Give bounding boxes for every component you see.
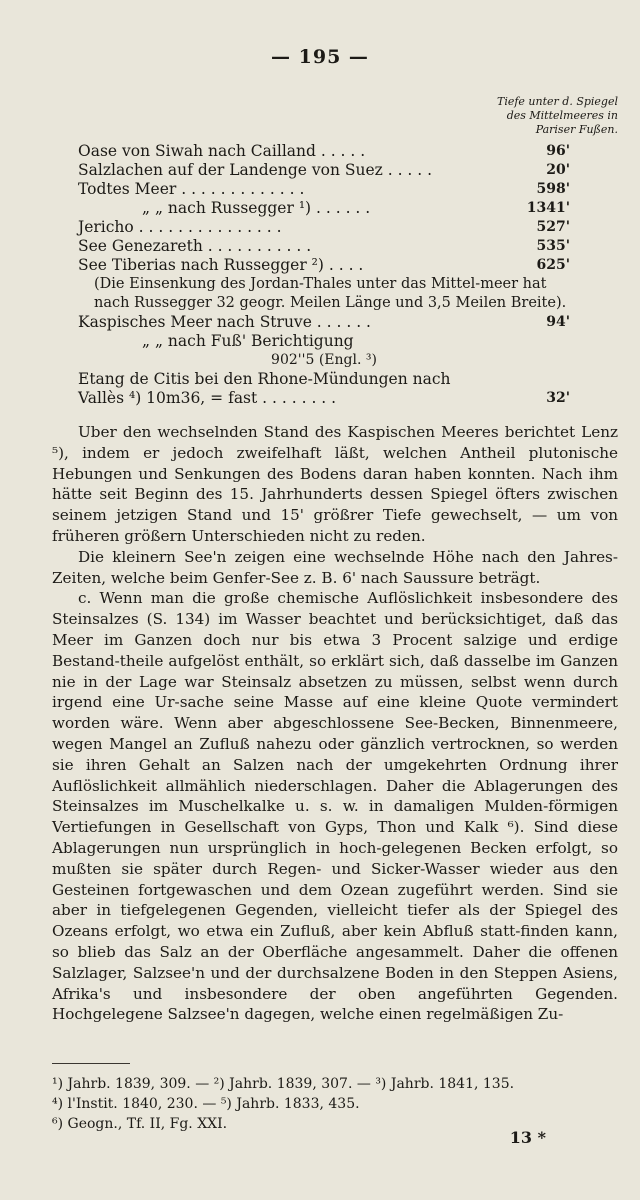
place-name: Etang de Citis bei den Rhone-Mündungen nach	[78, 370, 451, 388]
column-header-line: Tiefe unter d. Spiegel	[496, 95, 618, 108]
footnote-line: ⁴) l'Instit. 1840, 230. — ⁵) Jahrb. 1833, 435.	[52, 1096, 360, 1112]
table-row	[78, 142, 570, 161]
place-name: See Tiberias nach Russegger ²) . . . .	[78, 256, 364, 274]
depth-value: 527'	[536, 219, 570, 235]
table-row	[78, 199, 570, 218]
place-name: „ „ nach Russegger ¹) . . . . . .	[142, 199, 371, 217]
place-name: Todtes Meer . . . . . . . . . . . . .	[78, 180, 305, 198]
place-name: Vallès ⁴) 10m36, = fast . . . . . . . .	[78, 389, 337, 407]
place-name: Salzlachen auf der Landenge von Suez . . . . .	[78, 161, 433, 179]
place-name: „ „ nach Fuß' Berichtigung	[142, 332, 354, 350]
table-row	[78, 256, 570, 275]
table-row	[78, 218, 570, 237]
table-row	[78, 161, 570, 180]
elevation-table	[78, 142, 570, 408]
footnote-line: ¹) Jahrb. 1839, 309. — ²) Jahrb. 1839, 307. — ³) Jahrb. 1841, 135.	[52, 1076, 515, 1092]
printer-signature: 13 *	[509, 1128, 546, 1147]
depth-value: 94'	[546, 314, 570, 330]
column-header-line: des Mittelmeeres in	[506, 109, 618, 122]
body-text	[52, 422, 618, 1025]
paragraph: Die kleinern See'n zeigen eine wechselnde Höhe nach den Jahres-Zeiten, welche beim Genfer-See z. B. 6' nach Saussure beträgt.	[52, 547, 618, 587]
page-number: — 195 —	[271, 46, 369, 68]
table-row	[78, 332, 570, 351]
table-row	[78, 313, 570, 332]
depth-value: 20'	[546, 162, 570, 178]
place-name: Jericho . . . . . . . . . . . . . . .	[78, 218, 282, 236]
column-header	[488, 95, 618, 137]
footnote-line: ⁶) Geogn., Tf. II, Fg. XXI.	[52, 1116, 228, 1132]
place-name: See Genezareth . . . . . . . . . . .	[78, 237, 312, 255]
table-row	[78, 370, 570, 389]
place-name: Oase von Siwah nach Cailland . . . . .	[78, 142, 366, 160]
depth-value: 625'	[536, 257, 570, 273]
depth-value: 598'	[536, 181, 570, 197]
table-row	[78, 237, 570, 256]
paragraph: c. Wenn man die große chemische Auflöslichkeit insbesondere des Steinsalzes (S. 134) im Wasser beachtet und berücksichtiget, daß das Meer im Ganzen doch nur bis etwa 3 Procent salzige und erdige Bestand-theile aufgelöst enthält, so erklärt sich, daß dasselbe im Ganzen nie in der Lage war Steinsalz absetzen zu müssen, selbst wenn durch irgend eine Ur-sache seine Masse auf eine kleine Quote vermindert worden wäre. Wenn aber abgeschlossene See-Becken, Binnenmeere, wegen Mangel an Zufluß nahezu oder gänzlich vertrocknen, so werden sie ihren Gehalt an Salzen nach der umgekehrten Ordnung ihrer Auflöslichkeit allmählich niederschlagen. Daher die Ablagerungen des Steinsalzes im Muschelkalke u. s. w. in damaligen Mulden-förmigen Vertiefungen in Gesellschaft von Gyps, Thon und Kalk ⁶). Sind diese Ablagerungen nun ursprünglich in hoch-gelegenen Becken erfolgt, so mußten sie später durch Regen- und Sicker-Wasser wieder aus den Gesteinen fortgewaschen und dem Ozean zugeführt werden. Sind sie aber in tiefgelegenen Gegenden, vielleicht tiefer als der Spiegel des Ozeans erfolgt, wo etwa ein Zufluß, aber kein Abfluß statt-finden kann, so blieb das Salz an der Oberfläche angesammelt. Daher die offenen Salzlager, Salzsee'n und der durchsalzene Boden in den Steppen Asiens, Afrika's und insbesondere der oben angeführten Gegenden. Hochgelegene Salzsee'n dagegen, welche einen regelmäßigen Zu-	[52, 589, 618, 1024]
place-name: Kaspisches Meer nach Struve . . . . . .	[78, 313, 371, 331]
jordan-note: (Die Einsenkung des Jordan-Thales unter das Mittel-meer hat nach Russegger 32 geogr. Meilen Länge und 3,5 Meilen Breite).	[94, 276, 567, 311]
table-row	[78, 180, 570, 199]
fuss-subnote: 902''5 (Engl. ³)	[271, 352, 377, 368]
depth-value: 1341'	[526, 200, 570, 216]
table-row	[78, 389, 570, 408]
footnotes	[52, 1074, 618, 1134]
depth-value: 32'	[546, 390, 570, 406]
column-header-line: Pariser Fußen.	[535, 123, 618, 136]
depth-value: 96'	[546, 143, 570, 159]
footnote-divider	[52, 1063, 130, 1064]
paragraph: Uber den wechselnden Stand des Kaspischen Meeres berichtet Lenz ⁵), indem er jedoch zweifelhaft läßt, welchen Antheil plutonische Hebungen und Senkungen des Bodens daran haben konnten. Nach ihm hätte seit Beginn des 15. Jahrhunderts dessen Spiegel öfters zwischen seinem jetzigen Stand und 15' größrer Tiefe gewechselt, — um von früheren größern Unterschieden nicht zu reden.	[52, 423, 618, 545]
depth-value: 535'	[536, 238, 570, 254]
